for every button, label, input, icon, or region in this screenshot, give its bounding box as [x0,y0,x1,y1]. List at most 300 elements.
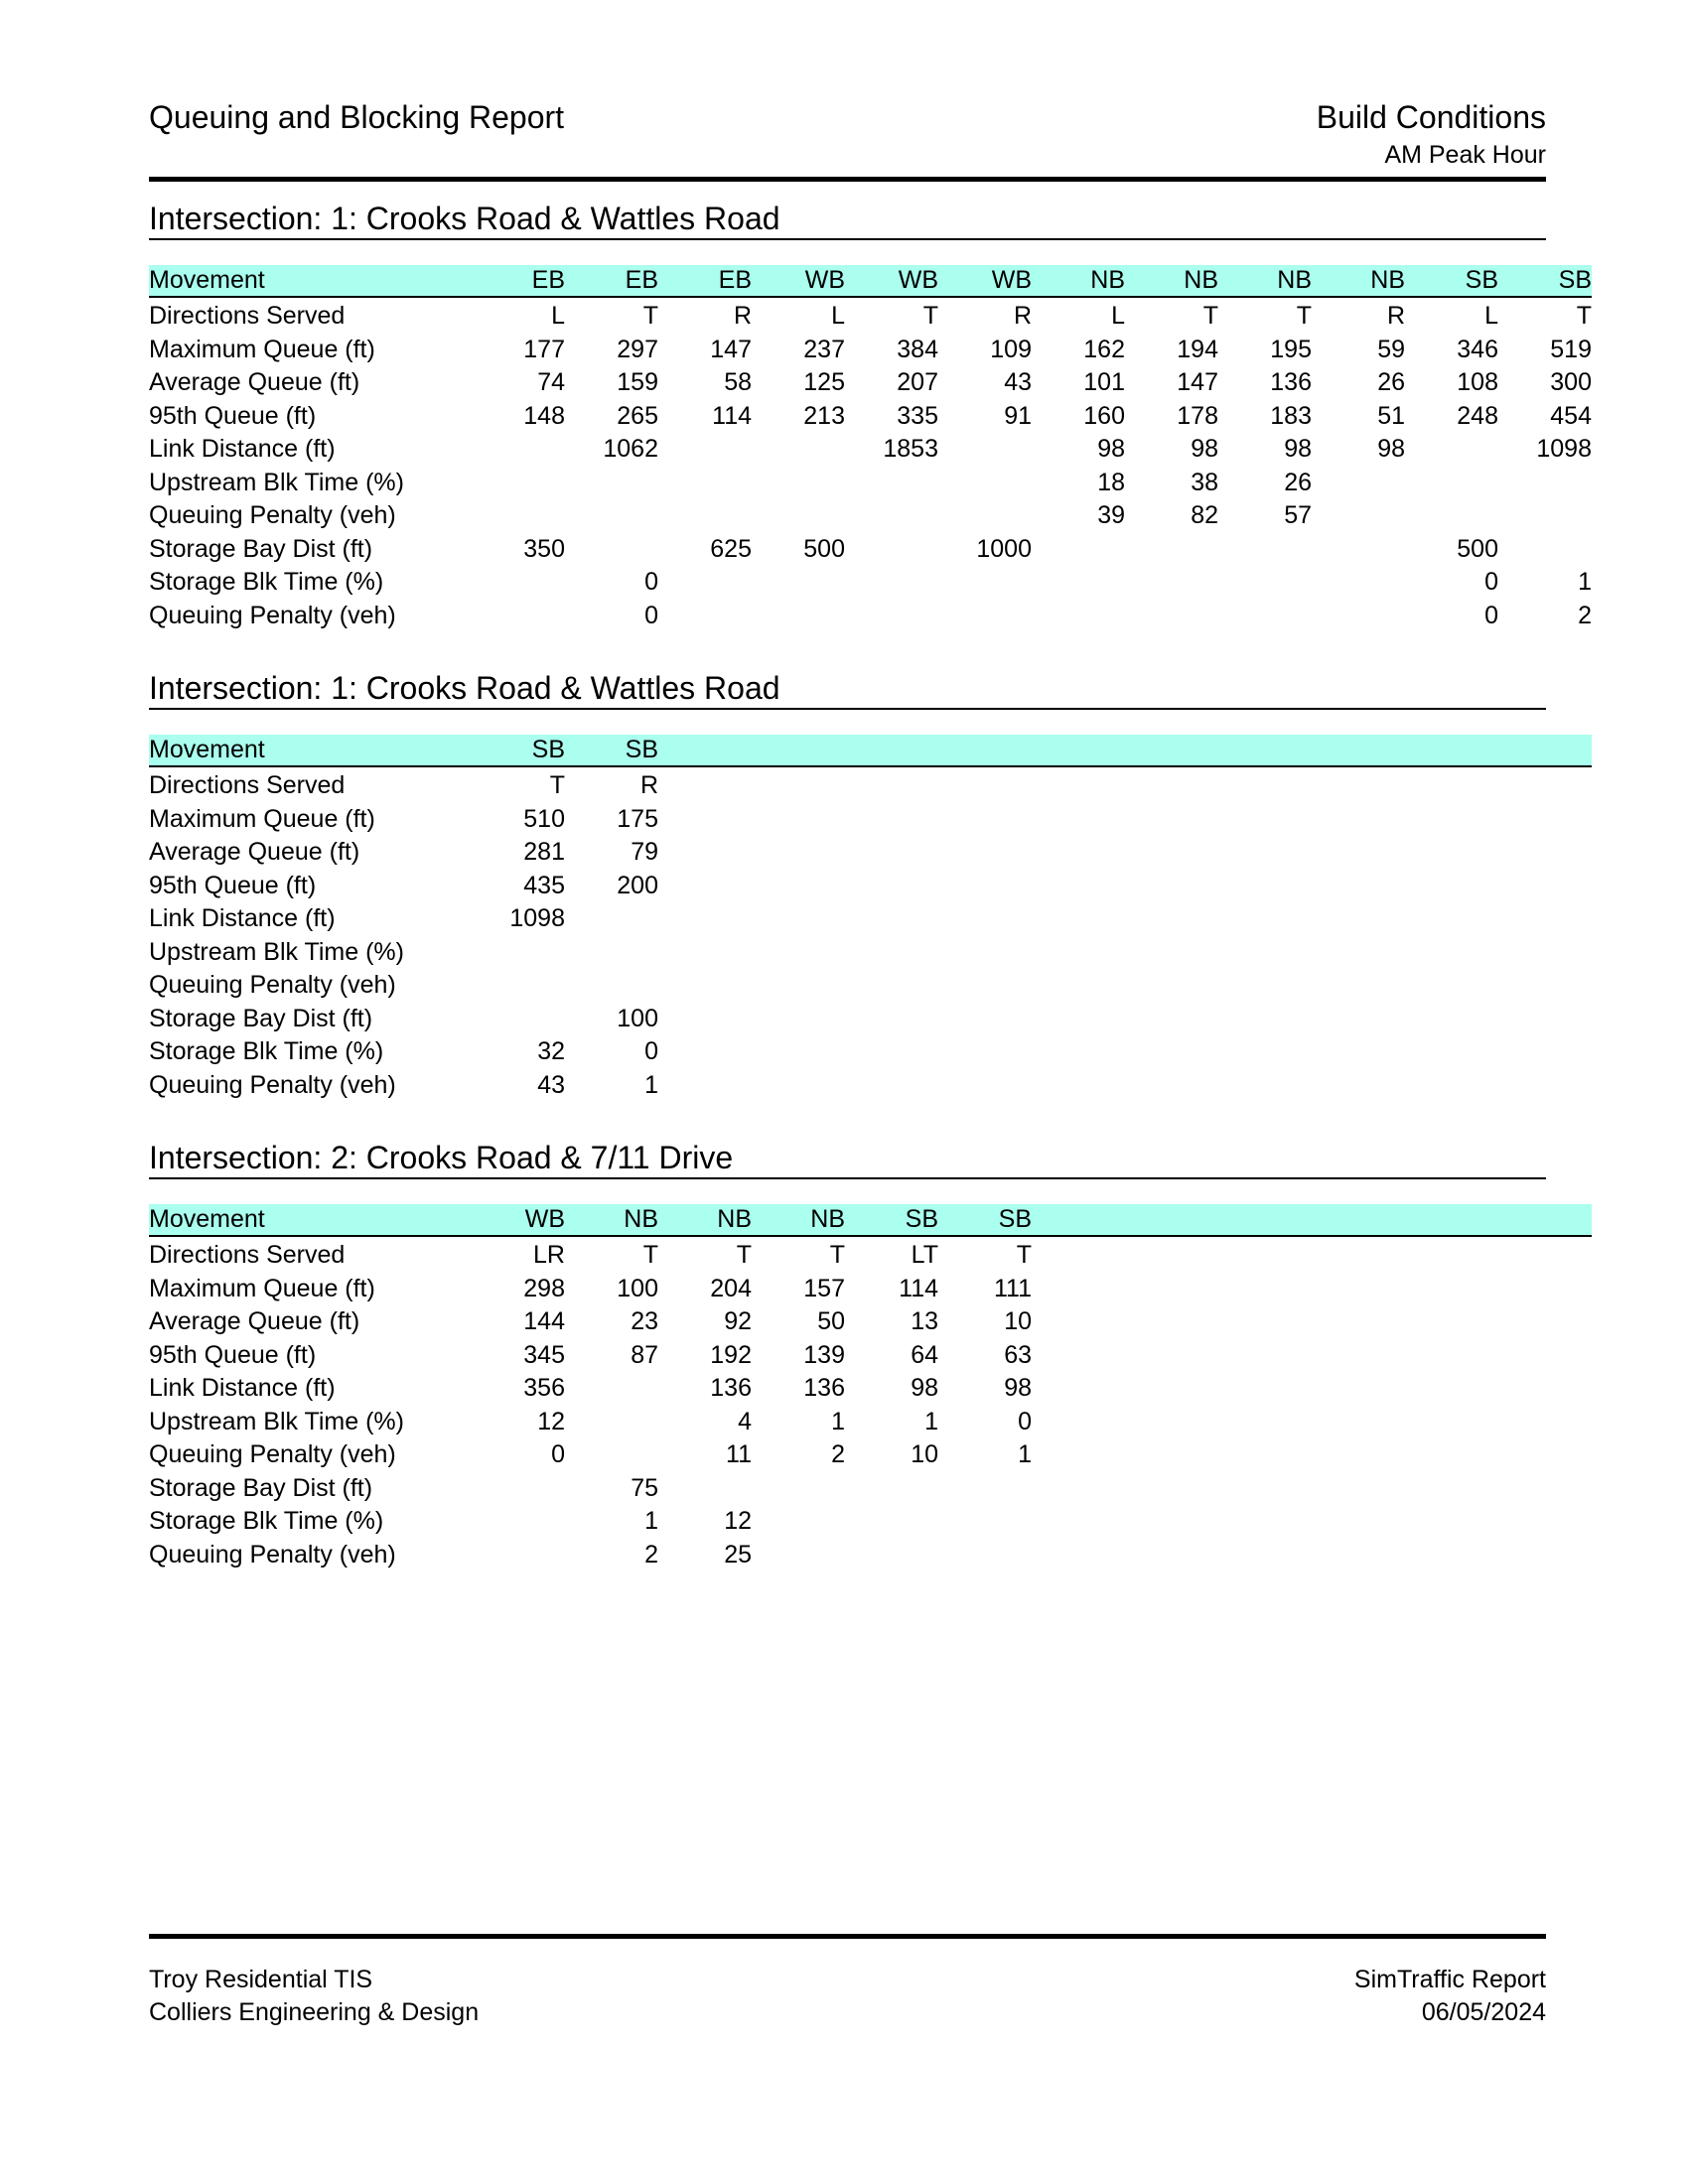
table-cell: T [1296,302,1312,330]
table-cell: 1 [1018,1440,1032,1468]
movement-header-row [149,265,1592,297]
table-cell [1125,1505,1218,1539]
table-cell [1498,1273,1592,1306]
table-cell: 82 [1191,501,1218,529]
table-cell: 1853 [883,435,938,463]
column-header: WB [845,265,938,297]
table-cell: 207 [897,368,938,396]
table-cell [1498,1339,1592,1373]
section-title: Intersection: 2: Crooks Road & 7/11 Drive [149,1140,734,1175]
table-cell [1498,1305,1592,1339]
table-cell: L [1111,302,1125,330]
table-row [149,1305,1592,1339]
table-cell [658,1472,752,1506]
table-row [149,1236,1592,1273]
table-cell [752,1472,845,1506]
table-cell: 200 [617,871,658,899]
column-header-label: Movement [149,265,472,297]
table-cell [1312,1406,1405,1439]
table-cell [845,600,938,633]
table-cell: 2 [1578,601,1592,629]
table-cell [1312,1505,1405,1539]
table-cell [658,902,752,936]
table-cell [1405,1505,1498,1539]
report-date: 06/05/2024 [1421,1998,1546,2026]
table-cell [1405,1438,1498,1472]
table-row [149,836,1592,870]
table-cell [1032,766,1125,803]
table-cell: 59 [1377,335,1405,363]
row-label: Storage Blk Time (%) [149,1507,384,1535]
table-cell [1032,1472,1125,1506]
table-cell [1498,1069,1592,1103]
report-title: Queuing and Blocking Report [149,99,565,135]
table-cell [845,870,938,903]
table-cell [1032,1539,1125,1572]
report-type: SimTraffic Report [1353,1966,1546,1993]
table-cell [938,1472,1032,1506]
table-cell [472,467,565,500]
queue-table [149,735,1592,1102]
table-row [149,366,1592,400]
table-cell [1498,1236,1592,1273]
table-cell [752,600,845,633]
table-cell [1312,600,1405,633]
table-cell: 2 [831,1440,845,1468]
table-row [149,1539,1592,1572]
table-cell [1405,433,1498,467]
table-cell [1125,1438,1218,1472]
table-cell: 136 [710,1374,752,1402]
table-cell: 43 [537,1070,565,1099]
table-cell [1405,1236,1498,1273]
table-cell [1125,902,1218,936]
table-cell: 98 [1377,435,1405,463]
table-cell [1032,533,1125,567]
table-cell: 144 [523,1307,565,1335]
table-cell [938,1069,1032,1103]
table-cell [752,1069,845,1103]
table-cell [938,870,1032,903]
table-cell [938,902,1032,936]
table-cell [1405,1035,1498,1069]
table-cell [1312,1372,1405,1406]
row-label: Directions Served [149,771,346,799]
table-cell [1405,836,1498,870]
table-cell [1405,1539,1498,1572]
table-cell: 510 [523,804,565,833]
table-cell [1312,936,1405,970]
table-cell [1032,1273,1125,1306]
row-label: Directions Served [149,302,346,330]
table-row [149,1372,1592,1406]
table-cell [1125,870,1218,903]
table-cell [1498,1003,1592,1036]
table-cell [845,902,938,936]
table-cell: 10 [1004,1307,1032,1335]
table-cell [565,499,658,533]
table-cell: 43 [1004,368,1032,396]
table-cell [1498,533,1592,567]
table-cell [1125,1273,1218,1306]
table-cell [1218,1003,1312,1036]
column-header [1125,1204,1218,1236]
table-cell [1125,1305,1218,1339]
table-cell: 162 [1083,335,1125,363]
table-row [149,1003,1592,1036]
table-cell [472,1472,565,1506]
table-cell [1405,936,1498,970]
column-header: EB [565,265,658,297]
column-header [1032,1204,1125,1236]
row-label: Queuing Penalty (veh) [149,1540,396,1569]
table-cell [845,499,938,533]
table-cell [1312,1438,1405,1472]
table-cell: 57 [1284,501,1312,529]
table-cell: 4 [738,1407,752,1435]
table-cell [1312,1003,1405,1036]
table-cell: 98 [911,1374,938,1402]
firm-name: Colliers Engineering & Design [149,1998,480,2026]
section-title: Intersection: 1: Crooks Road & Wattles Road [149,201,780,236]
table-cell: 213 [803,401,845,430]
table-cell [1498,969,1592,1003]
table-cell: 356 [523,1374,565,1402]
table-cell: 298 [523,1274,565,1302]
table-cell: 98 [1097,435,1125,463]
table-cell [472,499,565,533]
table-row [149,297,1592,334]
column-header: NB [658,1204,752,1236]
table-cell: 18 [1097,468,1125,496]
table-cell: 98 [1191,435,1218,463]
table-cell [938,803,1032,837]
table-cell: 39 [1097,501,1125,529]
table-cell: 111 [993,1274,1032,1302]
table-row [149,1406,1592,1439]
table-cell [1032,1069,1125,1103]
table-cell [1032,836,1125,870]
table-cell [1218,1069,1312,1103]
table-cell [1032,902,1125,936]
table-cell [1125,836,1218,870]
table-cell [1498,1539,1592,1572]
table-cell [1125,1035,1218,1069]
column-header: NB [565,1204,658,1236]
table-cell [938,600,1032,633]
column-header [1218,1204,1312,1236]
table-cell [938,1539,1032,1572]
table-row [149,433,1592,467]
table-row [149,766,1592,803]
table-cell: T [736,1241,752,1269]
table-cell [565,969,658,1003]
table-cell [752,969,845,1003]
row-label: Queuing Penalty (veh) [149,501,396,529]
row-label: Storage Bay Dist (ft) [149,1004,373,1032]
table-cell [845,1539,938,1572]
table-cell: T [642,302,658,330]
table-cell: 109 [990,335,1032,363]
intersection-section-1 [149,199,1592,632]
table-cell: 11 [726,1440,752,1468]
table-cell: 519 [1550,335,1592,363]
table-cell [1218,1305,1312,1339]
row-label: Average Queue (ft) [149,838,360,866]
table-cell [1312,870,1405,903]
column-header [1405,1204,1498,1236]
table-cell [752,433,845,467]
table-cell [938,969,1032,1003]
table-cell: 237 [803,335,845,363]
table-cell [1312,1339,1405,1373]
column-header: WB [472,1204,565,1236]
table-cell [752,1539,845,1572]
row-label: Maximum Queue (ft) [149,335,375,363]
analysis-period: AM Peak Hour [1384,141,1546,169]
column-header: EB [658,265,752,297]
table-cell: 98 [1004,1374,1032,1402]
table-cell: R [1013,302,1032,330]
table-cell: 114 [712,401,752,430]
table-cell: 50 [817,1307,845,1335]
table-cell [752,766,845,803]
table-cell [1312,1035,1405,1069]
table-cell [1125,533,1218,567]
table-cell [1498,1438,1592,1472]
table-cell: 1098 [509,904,565,932]
table-cell [1405,467,1498,500]
table-cell [938,766,1032,803]
table-cell [1218,1372,1312,1406]
table-cell [658,499,752,533]
table-cell: 195 [1270,335,1312,363]
table-cell: T [829,1241,845,1269]
footer-rule [149,1934,1546,1939]
table-cell [1312,1273,1405,1306]
table-cell [938,1505,1032,1539]
column-header [1498,1204,1592,1236]
table-row [149,936,1592,970]
row-label: Upstream Blk Time (%) [149,1407,404,1435]
table-cell [1498,936,1592,970]
table-cell [1032,1339,1125,1373]
table-cell [845,1505,938,1539]
table-cell [845,836,938,870]
table-cell [752,836,845,870]
column-header [1312,735,1405,766]
table-cell [1125,600,1218,633]
section-title: Intersection: 1: Crooks Road & Wattles Road [149,670,780,706]
column-header [938,735,1032,766]
table-cell: 183 [1270,401,1312,430]
queue-table [149,1204,1592,1571]
table-cell [845,803,938,837]
table-cell: 160 [1083,401,1125,430]
row-label: Queuing Penalty (veh) [149,1440,396,1468]
table-row [149,1069,1592,1103]
column-header: SB [938,1204,1032,1236]
column-header: WB [938,265,1032,297]
table-cell: 125 [803,368,845,396]
table-cell [752,870,845,903]
table-cell [752,1003,845,1036]
table-cell: R [639,771,658,799]
table-cell: 98 [1284,435,1312,463]
table-cell: 51 [1377,401,1405,430]
table-cell [1312,566,1405,600]
table-cell [938,836,1032,870]
table-cell: L [1484,302,1498,330]
table-cell [1405,870,1498,903]
row-label: 95th Queue (ft) [149,1340,317,1369]
table-cell [565,1372,658,1406]
report-header [149,99,1546,179]
table-cell: 297 [617,335,658,363]
column-header: NB [1032,265,1125,297]
table-cell [1032,1505,1125,1539]
table-cell [752,902,845,936]
table-cell [658,467,752,500]
row-label: Link Distance (ft) [149,904,336,932]
table-cell [472,1539,565,1572]
table-cell [1312,969,1405,1003]
table-cell: 136 [803,1374,845,1402]
intersection-section-3 [149,1138,1546,1571]
table-cell: 58 [724,368,752,396]
table-cell [1405,1372,1498,1406]
table-cell [1405,766,1498,803]
table-cell [1032,870,1125,903]
table-cell [1498,1372,1592,1406]
column-header [845,735,938,766]
table-cell: T [1016,1241,1032,1269]
table-cell [1405,1003,1498,1036]
table-cell: 1 [1578,568,1592,596]
column-header: SB [1498,265,1592,297]
table-row [149,1035,1592,1069]
table-cell [1125,1472,1218,1506]
table-cell [1218,1339,1312,1373]
table-cell: 25 [724,1540,752,1569]
table-cell [1218,1438,1312,1472]
table-cell [845,969,938,1003]
table-cell [845,1003,938,1036]
table-cell [1125,1539,1218,1572]
column-header [1218,735,1312,766]
table-cell [1405,803,1498,837]
table-cell [1498,1406,1592,1439]
table-cell: 12 [537,1407,565,1435]
column-header [1498,735,1592,766]
column-header [658,735,752,766]
table-cell: 435 [523,871,565,899]
table-cell [1032,1406,1125,1439]
table-cell [1312,1305,1405,1339]
table-cell [845,936,938,970]
table-cell: 625 [710,534,752,563]
table-cell: 1062 [603,435,658,463]
table-cell: 0 [1484,568,1498,596]
table-cell [1218,1236,1312,1273]
row-label: Maximum Queue (ft) [149,804,375,833]
table-cell [1312,803,1405,837]
table-cell [658,803,752,837]
table-cell [1405,902,1498,936]
column-header [1405,735,1498,766]
table-cell [1218,969,1312,1003]
column-header: WB [752,265,845,297]
table-row [149,533,1592,567]
table-cell: 345 [523,1340,565,1369]
row-label: Storage Bay Dist (ft) [149,1473,373,1502]
table-cell [1218,766,1312,803]
table-cell [1218,1472,1312,1506]
table-cell [845,533,938,567]
table-cell [565,467,658,500]
table-cell [845,1472,938,1506]
row-label: Upstream Blk Time (%) [149,937,404,966]
table-cell [1498,1505,1592,1539]
table-cell: 100 [617,1004,658,1032]
table-cell [845,1035,938,1069]
row-label: Queuing Penalty (veh) [149,971,396,999]
project-name: Troy Residential TIS [149,1966,373,1993]
column-header [752,735,845,766]
column-header: SB [845,1204,938,1236]
table-cell [1032,803,1125,837]
section-rule [149,1177,1546,1179]
table-cell [1032,1372,1125,1406]
table-cell: 300 [1550,368,1592,396]
table-cell: 91 [1004,401,1032,430]
table-cell [1125,1372,1218,1406]
table-cell [1405,499,1498,533]
table-cell: 1 [644,1507,658,1535]
table-cell [658,969,752,1003]
table-cell: 0 [644,568,658,596]
table-cell [1405,1339,1498,1373]
table-cell [1218,803,1312,837]
table-cell: 38 [1191,468,1218,496]
table-cell [1032,1003,1125,1036]
column-header: NB [1312,265,1405,297]
table-cell: 178 [1177,401,1218,430]
table-row [149,870,1592,903]
table-cell: 0 [644,601,658,629]
table-cell: 281 [523,838,565,866]
table-cell [1125,1406,1218,1439]
queue-table [149,265,1592,632]
table-cell [938,1003,1032,1036]
table-row [149,803,1592,837]
row-label: Queuing Penalty (veh) [149,1070,396,1099]
table-cell [472,1003,565,1036]
table-cell: 147 [710,335,752,363]
table-cell: T [549,771,565,799]
column-header: NB [752,1204,845,1236]
table-cell: 23 [631,1307,658,1335]
table-cell [1218,1273,1312,1306]
table-cell: 192 [710,1340,752,1369]
table-cell: 148 [523,401,565,430]
table-cell: 159 [617,368,658,396]
table-cell [1312,766,1405,803]
table-cell: T [922,302,938,330]
table-row [149,969,1592,1003]
table-row [149,1505,1592,1539]
table-cell [1125,803,1218,837]
